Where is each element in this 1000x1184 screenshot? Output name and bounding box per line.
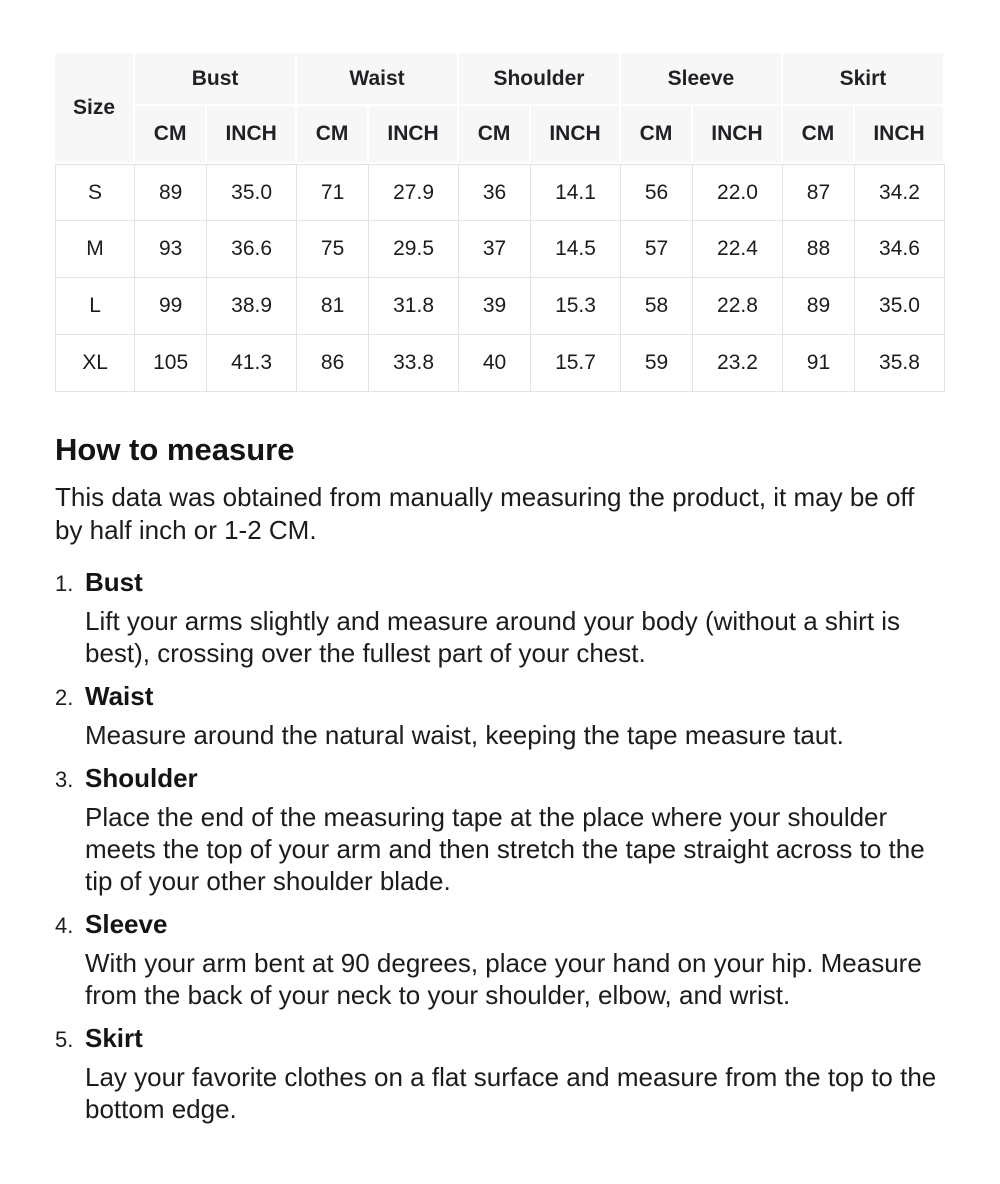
measurement-cell: 93 [135, 221, 207, 278]
step-number: 2. [55, 685, 74, 710]
step-content [85, 1023, 945, 1125]
size-chart-table [55, 53, 945, 392]
measure-step-skirt [55, 1023, 945, 1125]
size-chart-header [55, 53, 945, 164]
size-cell: M [55, 221, 135, 278]
step-content [85, 681, 945, 751]
group-header-bust: Bust [135, 53, 297, 106]
step-term: Waist [85, 681, 154, 711]
step-content [85, 909, 945, 1011]
unit-header-skirt-cm: CM [783, 106, 855, 164]
measurement-cell: 35.8 [855, 335, 945, 392]
measurement-cell: 37 [459, 221, 531, 278]
step-description: Measure around the natural waist, keeping the tape measure taut. [85, 720, 844, 750]
size-chart-body [55, 164, 945, 392]
measurement-cell: 59 [621, 335, 693, 392]
size-row-l [55, 278, 945, 335]
step-description: Place the end of the measuring tape at the place where your shoulder meets the top of your arm and then stretch the tape straight across to the tip of your other shoulder blade. [85, 802, 925, 896]
group-header-row [55, 53, 945, 106]
size-cell: L [55, 278, 135, 335]
measurement-cell: 34.6 [855, 221, 945, 278]
unit-header-waist-inch: INCH [369, 106, 459, 164]
step-description: Lay your favorite clothes on a flat surface and measure from the top to the bottom edge. [85, 1062, 937, 1124]
step-number: 5. [55, 1027, 74, 1052]
measure-step-shoulder [55, 763, 945, 897]
step-number: 1. [55, 571, 74, 596]
how-to-measure-title: How to measure [55, 432, 295, 467]
unit-header-shoulder-inch: INCH [531, 106, 621, 164]
measurement-cell: 87 [783, 164, 855, 221]
group-header-waist: Waist [297, 53, 459, 106]
step-description: Lift your arms slightly and measure around your body (without a shirt is best), crossing over the fullest part of your chest. [85, 606, 901, 668]
unit-header-shoulder-cm: CM [459, 106, 531, 164]
size-cell: XL [55, 335, 135, 392]
measurement-cell: 99 [135, 278, 207, 335]
measurement-cell: 33.8 [369, 335, 459, 392]
size-cell: S [55, 164, 135, 221]
unit-header-skirt-inch: INCH [855, 106, 945, 164]
step-term: Sleeve [85, 909, 168, 939]
measurement-cell: 91 [783, 335, 855, 392]
measure-step-waist [55, 681, 945, 751]
group-header-sleeve: Sleeve [621, 53, 783, 106]
measurement-cell: 75 [297, 221, 369, 278]
measurement-cell: 27.9 [369, 164, 459, 221]
step-description: With your arm bent at 90 degrees, place your hand on your hip. Measure from the back of your neck to your shoulder, elbow, and wrist. [85, 948, 922, 1010]
measurement-cell: 35.0 [855, 278, 945, 335]
measurement-cell: 29.5 [369, 221, 459, 278]
measure-step-bust [55, 567, 945, 669]
size-row-s [55, 164, 945, 221]
measurement-cell: 89 [783, 278, 855, 335]
unit-header-bust-cm: CM [135, 106, 207, 164]
measurement-cell: 31.8 [369, 278, 459, 335]
measurement-cell: 39 [459, 278, 531, 335]
measurement-cell: 58 [621, 278, 693, 335]
unit-header-sleeve-cm: CM [621, 106, 693, 164]
measurement-cell: 36 [459, 164, 531, 221]
size-column-header: Size [55, 53, 135, 164]
step-content [85, 567, 945, 669]
group-header-shoulder: Shoulder [459, 53, 621, 106]
group-header-skirt: Skirt [783, 53, 945, 106]
unit-header-row [55, 106, 945, 164]
measurement-cell: 38.9 [207, 278, 297, 335]
measurement-cell: 88 [783, 221, 855, 278]
how-to-measure-intro: This data was obtained from manually measuring the product, it may be off by half inch or 1-2 CM. [55, 482, 915, 545]
measurement-cell: 22.0 [693, 164, 783, 221]
size-row-m [55, 221, 945, 278]
step-term: Bust [85, 567, 143, 597]
measurement-cell: 14.5 [531, 221, 621, 278]
measurement-cell: 15.3 [531, 278, 621, 335]
size-row-xl [55, 335, 945, 392]
measurement-cell: 14.1 [531, 164, 621, 221]
step-term: Shoulder [85, 763, 198, 793]
step-number: 3. [55, 767, 74, 792]
step-content [85, 763, 945, 897]
measurement-cell: 22.4 [693, 221, 783, 278]
measure-step-sleeve [55, 909, 945, 1011]
unit-header-waist-cm: CM [297, 106, 369, 164]
measurement-cell: 40 [459, 335, 531, 392]
measurement-cell: 71 [297, 164, 369, 221]
measurement-cell: 35.0 [207, 164, 297, 221]
measurement-cell: 41.3 [207, 335, 297, 392]
measurement-cell: 15.7 [531, 335, 621, 392]
measurement-cell: 89 [135, 164, 207, 221]
measurement-cell: 57 [621, 221, 693, 278]
measurement-cell: 56 [621, 164, 693, 221]
unit-header-sleeve-inch: INCH [693, 106, 783, 164]
measurement-cell: 36.6 [207, 221, 297, 278]
measurement-cell: 86 [297, 335, 369, 392]
measurement-cell: 22.8 [693, 278, 783, 335]
unit-header-bust-inch: INCH [207, 106, 297, 164]
step-number: 4. [55, 913, 74, 938]
measure-steps-list [55, 567, 945, 1125]
step-term: Skirt [85, 1023, 143, 1053]
measurement-cell: 23.2 [693, 335, 783, 392]
measurement-cell: 34.2 [855, 164, 945, 221]
measurement-cell: 105 [135, 335, 207, 392]
measurement-cell: 81 [297, 278, 369, 335]
